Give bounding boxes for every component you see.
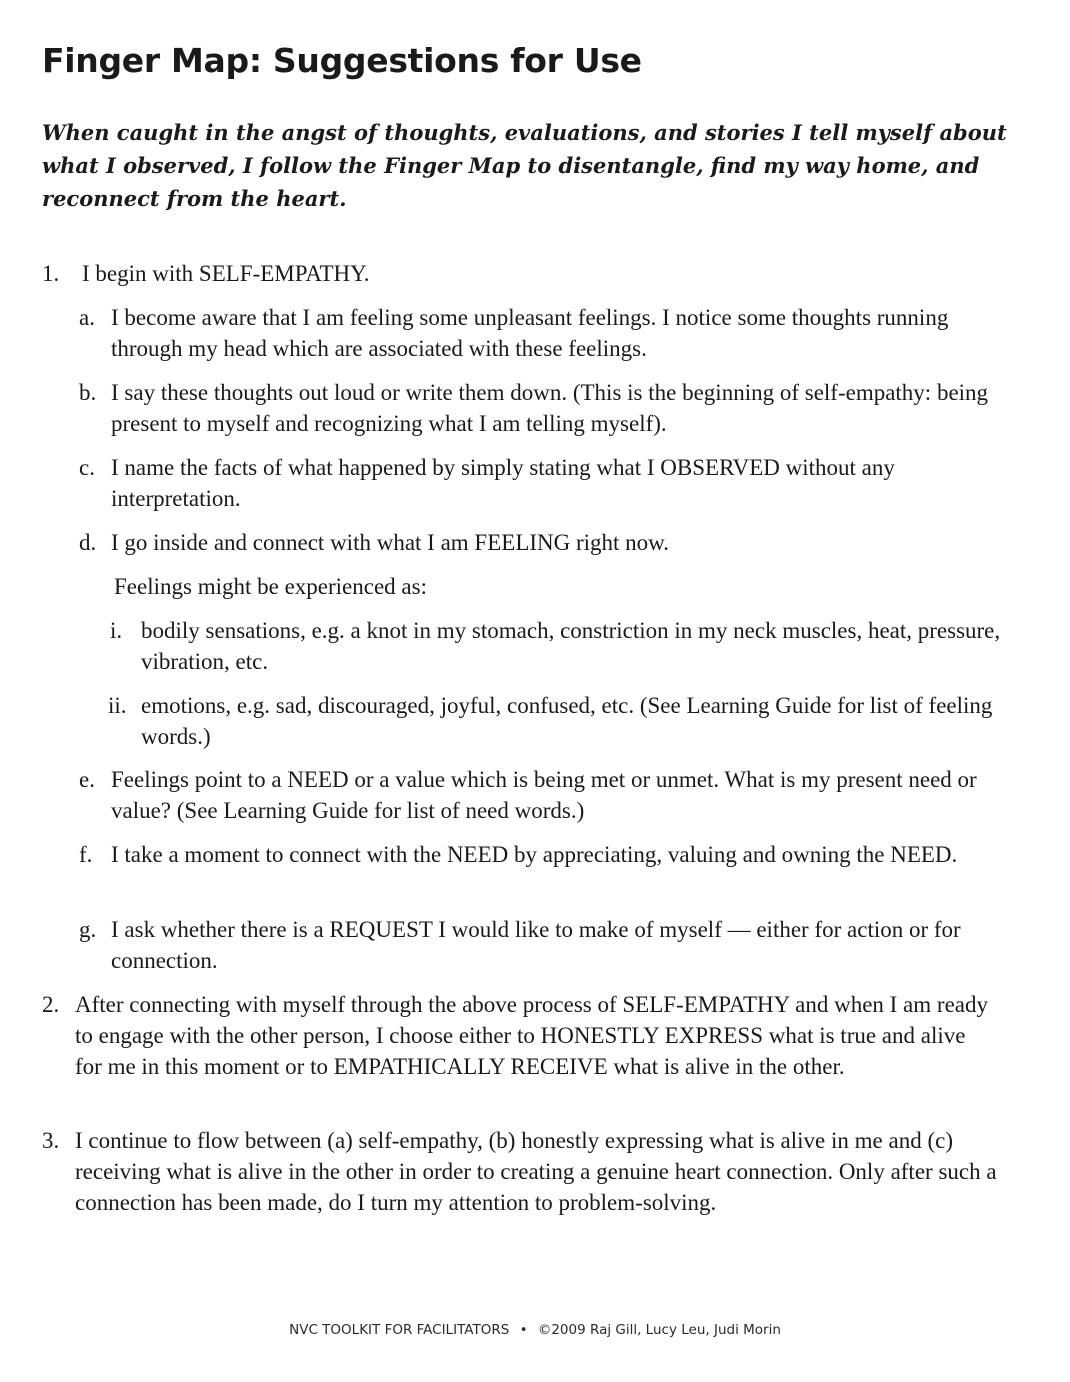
list-marker: 1. [42, 261, 60, 286]
list-marker: ii. [108, 693, 127, 718]
list-item-text: I become aware that I am feeling some unpleasant feelings. I notice some thoughts running through my head which are associated with these feelings. [111, 305, 949, 361]
list-item-text: I name the facts of what happened by simply stating what I OBSERVED without any interpretation. [111, 455, 895, 511]
list-item-text: bodily sensations, e.g. a knot in my stomach, constriction in my neck muscles, heat, pressure, vibration, etc. [141, 618, 1001, 674]
list-item-text: I take a moment to connect with the NEED by appreciating, valuing and owning the NEED. [111, 842, 958, 867]
list-item-text: I ask whether there is a REQUEST I would like to make of myself — either for action or for connection. [111, 917, 961, 973]
page-title: Finger Map: Suggestions for Use [42, 41, 642, 80]
list-item-text: I say these thoughts out loud or write them down. (This is the beginning of self-empathy: being present to myself and recognizing what I am telling myself). [111, 380, 989, 436]
list-marker: b. [79, 380, 97, 405]
footer-publication: NVC TOOLKIT FOR FACILITATORS [289, 1322, 510, 1338]
list-item-text: emotions, e.g. sad, discouraged, joyful, confused, etc. (See Learning Guide for list of feeling words.) [141, 693, 993, 749]
list-item-text: Feelings point to a NEED or a value which is being met or unmet. What is my present need or value? (See Learning Guide for list of need words.) [111, 767, 977, 823]
list-item-text: I begin with SELF-EMPATHY. [82, 261, 370, 286]
list-marker: 3. [42, 1128, 60, 1153]
page-footer [0, 1320, 1070, 1340]
list-item-text: After connecting with myself through the above process of SELF-EMPATHY and when I am ready to engage with the other person, I choose either to HONESTLY EXPRESS what is true and alive for me in this moment or to EMPATHICALLY RECEIVE what is alive in the other. [75, 992, 988, 1079]
list-item-text: I continue to flow between (a) self-empathy, (b) honestly expressing what is alive in me and (c) receiving what is alive in the other in order to creating a genuine heart connection. Only after such a connection has been made, do I turn my attention to problem-solving. [75, 1128, 997, 1215]
list-marker: 2. [42, 992, 60, 1017]
list-marker: i. [110, 618, 123, 643]
footer-bullet: • [519, 1322, 528, 1338]
list-marker: g. [79, 917, 97, 942]
list-marker: c. [79, 455, 95, 480]
list-item-text: I go inside and connect with what I am FEELING right now. [111, 530, 670, 555]
list-marker: f. [79, 842, 93, 867]
list-marker: e. [79, 767, 95, 792]
intro-paragraph: When caught in the angst of thoughts, evaluations, and stories I tell myself about what I observed, I follow the Finger Map to disentangle, find my way home, and reconnect from the heart. [42, 120, 1007, 211]
footer-copyright: ©2009 Raj Gill, Lucy Leu, Judi Morin [537, 1322, 781, 1338]
note-text: Feelings might be experienced as: [114, 574, 427, 599]
list-marker: d. [79, 530, 97, 555]
list-marker: a. [79, 305, 95, 330]
